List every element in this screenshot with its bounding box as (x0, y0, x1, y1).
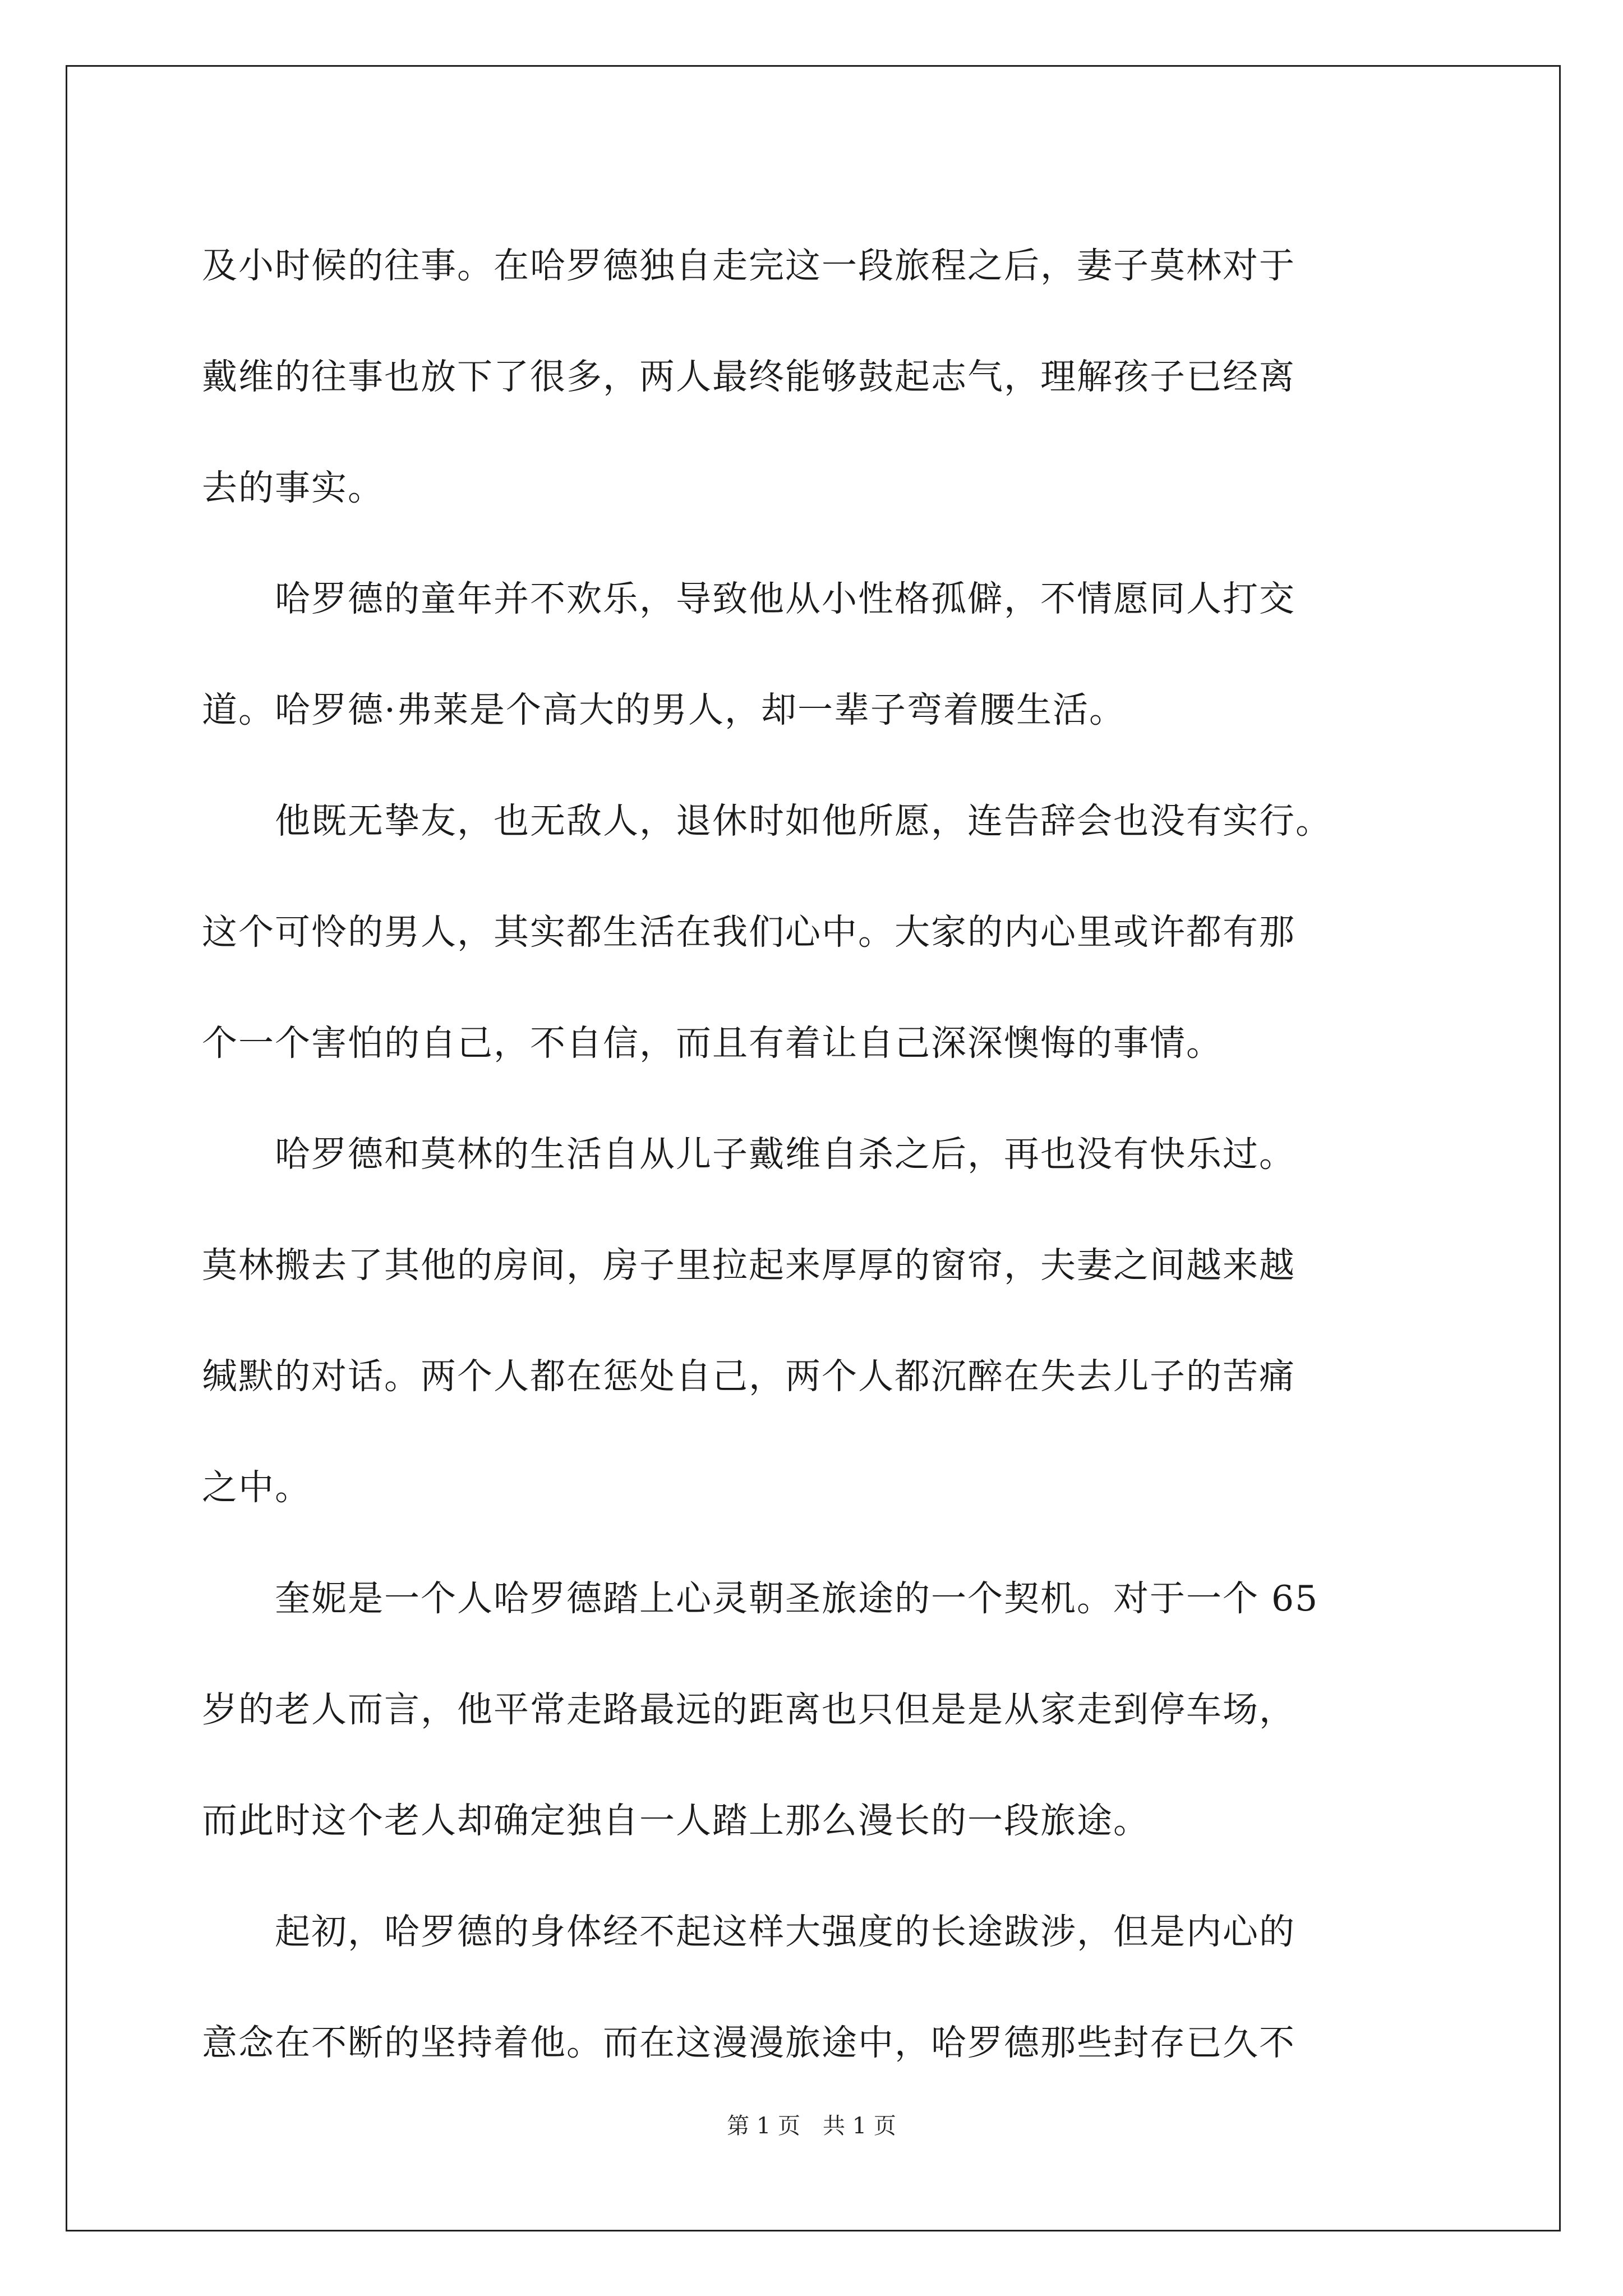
text-line: 奎妮是一个人哈罗德踏上心灵朝圣旅途的一个契机。对于一个 65 (202, 1578, 1319, 1619)
text-line: 戴维的往事也放下了很多，两人最终能够鼓起志气，理解孩子已经离 (202, 356, 1295, 397)
text-line: 哈罗德的童年并不欢乐，导致他从小性格孤僻，不情愿同人打交 (202, 578, 1295, 619)
text-line: 莫林搬去了其他的房间，房子里拉起来厚厚的窗帘，夫妻之间越来越 (202, 1245, 1295, 1286)
document-body (202, 210, 1430, 2099)
text-line: 个一个害怕的自己，不自信，而且有着让自己深深懊悔的事情。 (202, 1023, 1223, 1064)
text-line: 之中。 (202, 1467, 311, 1508)
text-line: 缄默的对话。两个人都在惩处自己，两个人都沉醉在失去儿子的苦痛 (202, 1356, 1295, 1397)
text-line: 这个可怜的男人，其实都生活在我们心中。大家的内心里或许都有那 (202, 912, 1295, 953)
text-line: 意念在不断的坚持着他。而在这漫漫旅途中，哈罗德那些封存已久不 (202, 2022, 1295, 2063)
text-line: 去的事实。 (202, 467, 384, 508)
text-line: 岁的老人而言，他平常走路最远的距离也只但是是从家走到停车场， (202, 1689, 1295, 1730)
text-line: 而此时这个老人却确定独自一人踏上那么漫长的一段旅途。 (202, 1800, 1150, 1841)
text-line: 起初，哈罗德的身体经不起这样大强度的长途跋涉，但是内心的 (202, 1911, 1295, 1952)
text-line: 他既无挚友，也无敌人，退休时如他所愿，连告辞会也没有实行。 (202, 800, 1332, 841)
text-line: 道。哈罗德·弗莱是个高大的男人，却一辈子弯着腰生活。 (202, 689, 1126, 730)
text-line: 哈罗德和莫林的生活自从儿子戴维自杀之后，再也没有快乐过。 (202, 1134, 1295, 1175)
text-line: 及小时候的往事。在哈罗德独自走完这一段旅程之后，妻子莫林对于 (202, 245, 1295, 286)
page-number: 第 1 页 共 1 页 (727, 2113, 896, 2139)
